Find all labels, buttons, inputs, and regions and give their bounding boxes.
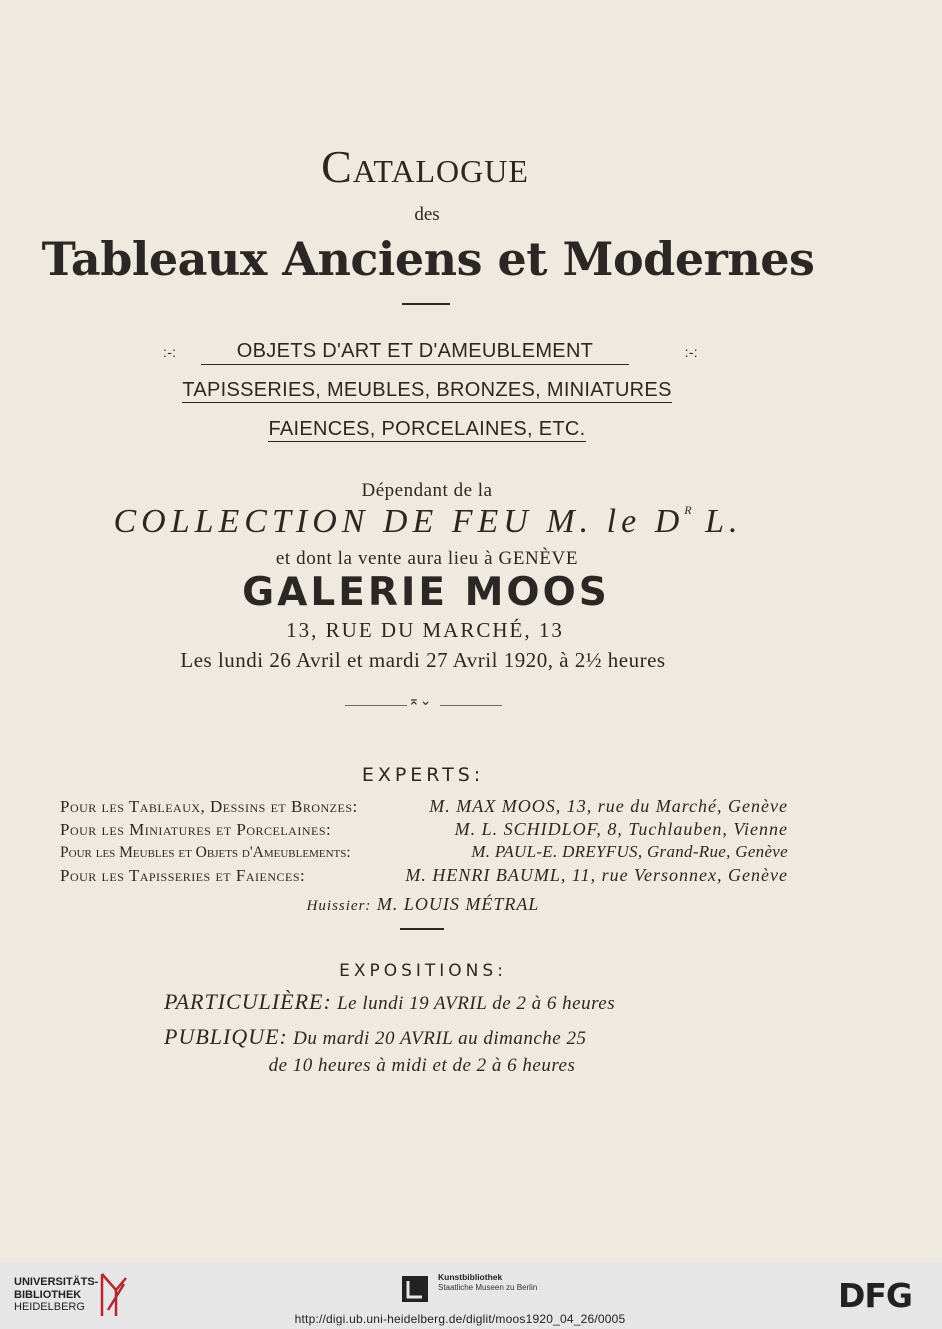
experts-heading: EXPERTS: — [361, 764, 485, 786]
exposition-publique-label: PUBLIQUE: — [164, 1024, 288, 1049]
expert-value: M. HENRI BAUML, 11, rue Versonnex, Genève — [405, 865, 788, 885]
expert-row — [60, 865, 788, 886]
subtitle-line-1-text: OBJETS D'ART ET D'AMEUBLEMENT — [201, 340, 629, 365]
expositions-heading: EXPOSITIONS: — [339, 961, 507, 981]
huissier-value: M. LOUIS MÉTRAL — [376, 894, 540, 914]
experts-divider — [400, 928, 444, 930]
footer-bar — [0, 1262, 942, 1329]
dependant-text: Dépendant de la — [361, 480, 493, 501]
subtitle-line-3 — [0, 418, 854, 441]
exposition-particuliere — [164, 989, 615, 1015]
dfg-logo: DFG — [838, 1276, 913, 1315]
subtitle-line-1 — [140, 340, 698, 365]
expert-label: Pour les Tapisseries et Faiences: — [60, 866, 306, 885]
subtitle-line-3-text: FAIENCES, PORCELAINES, ETC. — [268, 418, 586, 440]
exposition-publique-value: Du mardi 20 AVRIL au dimanche 25 — [293, 1028, 587, 1049]
galerie-address: 13, RUE DU MARCHÉ, 13 — [286, 618, 564, 642]
ub-line-1: UNIVERSITÄTS- — [14, 1276, 99, 1288]
expert-label: Pour les Meubles et Objets d'Ameublements: — [60, 844, 351, 861]
kunstbibliothek-subtitle: Staatliche Museen zu Berlin — [438, 1283, 538, 1292]
ub-heidelberg-logo-text — [14, 1276, 98, 1314]
exposition-hours: de 10 heures à midi et de 2 à 6 heures — [268, 1055, 576, 1076]
expert-value: M. L. SCHIDLOF, 8, Tuchlauben, Vienne — [454, 819, 788, 839]
ub-line-2: BIBLIOTHEK — [14, 1288, 82, 1301]
expert-label: Pour les Tableaux, Dessins et Bronzes: — [60, 797, 358, 816]
exposition-particuliere-value: Le lundi 19 AVRIL de 2 à 6 heures — [337, 993, 616, 1014]
collection-name — [0, 503, 856, 541]
huissier-line — [0, 894, 846, 915]
collection-name-end: L. — [691, 503, 743, 540]
ornament-line-right — [440, 705, 502, 706]
collection-name-sup: R — [684, 502, 692, 517]
ornament-mark-left: :-: — [163, 344, 177, 360]
source-url-link[interactable]: http://digi.ub.uni-heidelberg.de/diglit/moos1920_04_26/0005 — [294, 1312, 626, 1326]
kunstbibliothek-name: Kunstbibliothek — [438, 1272, 503, 1282]
expert-value: M. MAX MOOS, 13, rue du Marché, Genève — [429, 796, 788, 816]
expert-label: Pour les Miniatures et Porcelaines: — [60, 820, 332, 839]
title-catalogue: Catalogue — [321, 141, 529, 192]
ub-line-3: HEIDELBERG — [14, 1301, 85, 1313]
ornament-line-left — [345, 705, 407, 706]
collection-name-text: COLLECTION DE FEU M. le D — [113, 503, 685, 540]
expert-value: M. PAUL-E. DREYFUS, Grand-Rue, Genève — [471, 842, 788, 861]
sale-dates: Les lundi 26 Avril et mardi 27 Avril 1920, à 2½ heures — [180, 648, 666, 672]
vente-text: et dont la vente aura lieu à GENÈVE — [275, 548, 579, 569]
subtitle-line-2-text: TAPISSERIES, MEUBLES, BRONZES, MINIATURES — [182, 379, 672, 401]
ornament-icon: ⌅⌄ — [408, 693, 432, 709]
exposition-particuliere-label: PARTICULIÈRE: — [164, 989, 332, 1014]
exposition-publique — [164, 1024, 586, 1050]
subtitle-line-2 — [0, 379, 854, 402]
title-main: Tableaux Anciens et Modernes — [41, 232, 815, 286]
huissier-label: Huissier: — [306, 898, 372, 914]
title-divider — [402, 303, 450, 305]
expert-row — [60, 819, 788, 840]
expert-row — [60, 842, 788, 862]
ornament-mark-right: :-: — [684, 344, 698, 360]
expert-row — [60, 796, 788, 817]
title-des: des — [414, 204, 440, 225]
kunstbibliothek-icon — [402, 1276, 428, 1302]
galerie-name: GALERIE MOOS — [242, 570, 610, 615]
